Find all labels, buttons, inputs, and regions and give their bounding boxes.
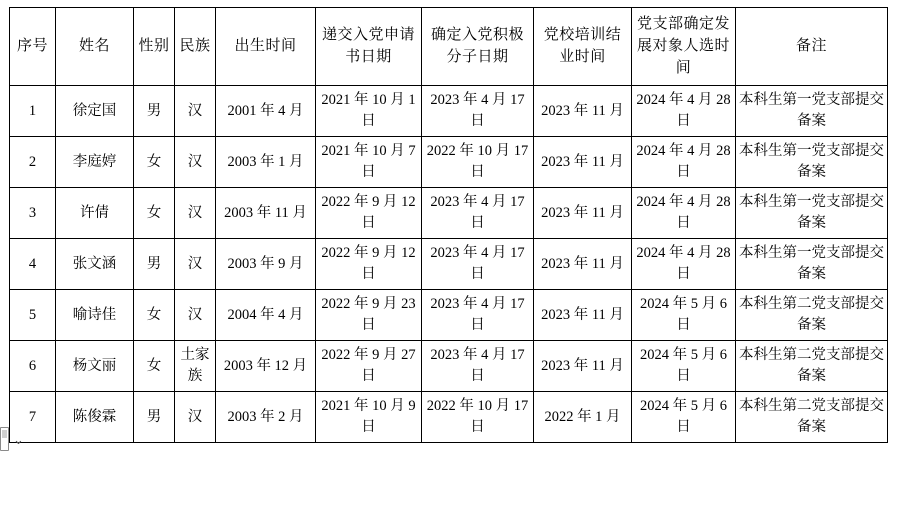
cell-application-date: 2021 年 10 月 7 日	[316, 137, 422, 188]
cell-gender: 女	[134, 188, 175, 239]
cell-branch-date: 2024 年 4 月 28 日	[632, 86, 736, 137]
table-row	[10, 137, 888, 188]
cell-remark: 本科生第二党支部提交备案	[736, 341, 888, 392]
cell-activist-date: 2023 年 4 月 17 日	[422, 188, 534, 239]
table-row	[10, 341, 888, 392]
cell-training-date: 2023 年 11 月	[534, 239, 632, 290]
cell-name: 杨文丽	[56, 341, 134, 392]
cell-training-date: 2022 年 1 月	[534, 392, 632, 443]
cell-birth: 2003 年 12 月	[216, 341, 316, 392]
cell-birth: 2003 年 1 月	[216, 137, 316, 188]
cell-remark: 本科生第二党支部提交备案	[736, 392, 888, 443]
cell-training-date: 2023 年 11 月	[534, 188, 632, 239]
cell-training-date: 2023 年 11 月	[534, 341, 632, 392]
cell-application-date: 2021 年 10 月 9 日	[316, 392, 422, 443]
cell-gender: 男	[134, 392, 175, 443]
cell-activist-date: 2022 年 10 月 17 日	[422, 137, 534, 188]
cell-name: 张文涵	[56, 239, 134, 290]
cell-gender: 女	[134, 341, 175, 392]
cell-gender: 女	[134, 137, 175, 188]
cell-ethnicity: 汉	[175, 86, 216, 137]
cell-index: 7	[10, 392, 56, 443]
table-header-row	[10, 8, 888, 86]
cell-name: 陈俊霖	[56, 392, 134, 443]
column-header-name: 姓名	[56, 8, 134, 86]
party-member-roster-table	[9, 7, 888, 443]
cell-name: 李庭婷	[56, 137, 134, 188]
cell-birth: 2001 年 4 月	[216, 86, 316, 137]
cell-index: 3	[10, 188, 56, 239]
cell-ethnicity: 汉	[175, 392, 216, 443]
cell-activist-date: 2022 年 10 月 17 日	[422, 392, 534, 443]
cell-index: 4	[10, 239, 56, 290]
column-header-birth: 出生时间	[216, 8, 316, 86]
column-header-application-date: 递交入党申请书日期	[316, 8, 422, 86]
cell-remark: 本科生第一党支部提交备案	[736, 86, 888, 137]
cell-birth: 2003 年 9 月	[216, 239, 316, 290]
cell-name: 喻诗佳	[56, 290, 134, 341]
cell-remark: 本科生第一党支部提交备案	[736, 188, 888, 239]
cell-remark: 本科生第一党支部提交备案	[736, 239, 888, 290]
cell-training-date: 2023 年 11 月	[534, 86, 632, 137]
cell-ethnicity: 汉	[175, 137, 216, 188]
cell-application-date: 2022 年 9 月 12 日	[316, 239, 422, 290]
cell-index: 2	[10, 137, 56, 188]
cell-index: 5	[10, 290, 56, 341]
cell-ethnicity: 汉	[175, 239, 216, 290]
cell-index: 1	[10, 86, 56, 137]
chevron-down-icon[interactable]: ⌄	[13, 431, 24, 447]
cell-gender: 男	[134, 239, 175, 290]
cell-remark: 本科生第一党支部提交备案	[736, 137, 888, 188]
scroll-handle[interactable]	[0, 424, 38, 454]
cell-ethnicity: 土家族	[175, 341, 216, 392]
cell-name: 徐定国	[56, 86, 134, 137]
table-row	[10, 239, 888, 290]
column-header-ethnicity: 民族	[175, 8, 216, 86]
cell-activist-date: 2023 年 4 月 17 日	[422, 290, 534, 341]
cell-gender: 男	[134, 86, 175, 137]
cell-training-date: 2023 年 11 月	[534, 137, 632, 188]
cell-application-date: 2022 年 9 月 12 日	[316, 188, 422, 239]
cell-branch-date: 2024 年 4 月 28 日	[632, 137, 736, 188]
column-header-remark: 备注	[736, 8, 888, 86]
cell-remark: 本科生第二党支部提交备案	[736, 290, 888, 341]
cell-application-date: 2022 年 9 月 23 日	[316, 290, 422, 341]
cell-training-date: 2023 年 11 月	[534, 290, 632, 341]
cell-branch-date: 2024 年 5 月 6 日	[632, 392, 736, 443]
cell-ethnicity: 汉	[175, 290, 216, 341]
cell-ethnicity: 汉	[175, 188, 216, 239]
scrollbar-thumb[interactable]	[0, 427, 9, 451]
cell-activist-date: 2023 年 4 月 17 日	[422, 86, 534, 137]
cell-application-date: 2022 年 9 月 27 日	[316, 341, 422, 392]
cell-branch-date: 2024 年 4 月 28 日	[632, 239, 736, 290]
cell-branch-date: 2024 年 5 月 6 日	[632, 341, 736, 392]
table-row	[10, 392, 888, 443]
table-row	[10, 86, 888, 137]
cell-application-date: 2021 年 10 月 1 日	[316, 86, 422, 137]
cell-activist-date: 2023 年 4 月 17 日	[422, 341, 534, 392]
column-header-gender: 性别	[134, 8, 175, 86]
cell-branch-date: 2024 年 4 月 28 日	[632, 188, 736, 239]
column-header-index: 序号	[10, 8, 56, 86]
table-row	[10, 188, 888, 239]
cell-gender: 女	[134, 290, 175, 341]
cell-index: 6	[10, 341, 56, 392]
table-row	[10, 290, 888, 341]
cell-birth: 2003 年 11 月	[216, 188, 316, 239]
cell-branch-date: 2024 年 5 月 6 日	[632, 290, 736, 341]
cell-activist-date: 2023 年 4 月 17 日	[422, 239, 534, 290]
column-header-activist-date: 确定入党积极分子日期	[422, 8, 534, 86]
cell-name: 许倩	[56, 188, 134, 239]
column-header-branch-date: 党支部确定发展对象人选时间	[632, 8, 736, 86]
column-header-training-date: 党校培训结业时间	[534, 8, 632, 86]
cell-birth: 2003 年 2 月	[216, 392, 316, 443]
cell-birth: 2004 年 4 月	[216, 290, 316, 341]
